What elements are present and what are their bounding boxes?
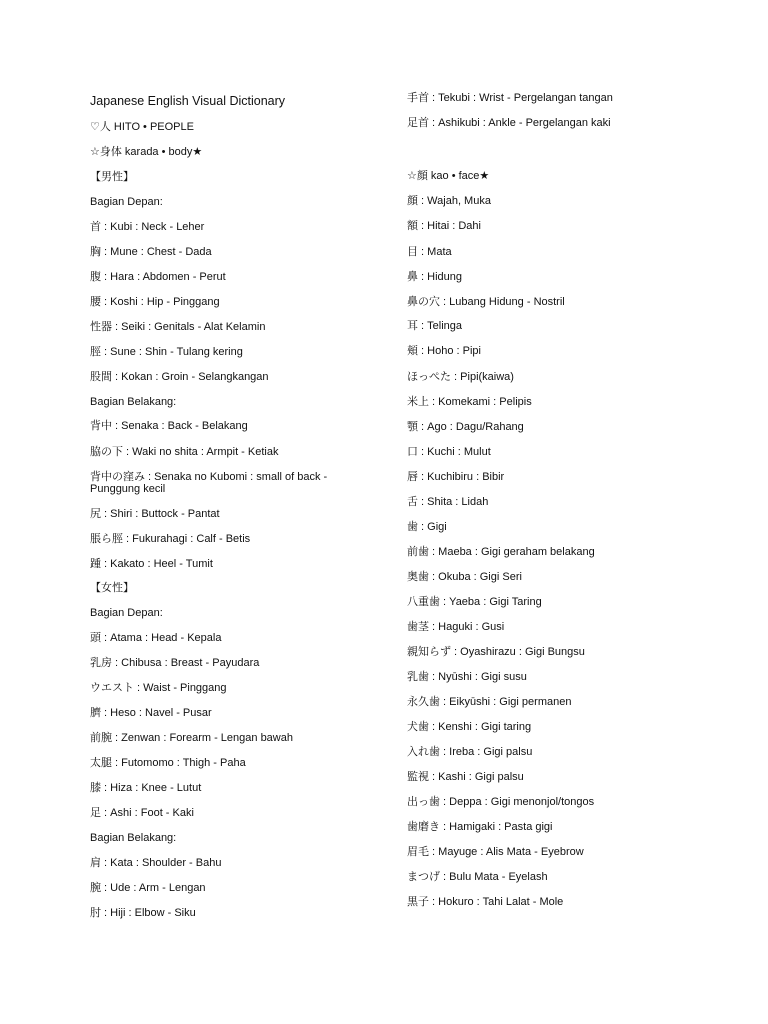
entry-line: 耳 : Telinga [407, 320, 463, 332]
entry-line: 頭 : Atama : Head - Kepala [90, 632, 222, 644]
entry-line: 踵 : Kakato : Heel - Tumit [90, 558, 213, 570]
entry-line: 乳房 : Chibusa : Breast - Payudara [90, 657, 260, 669]
entry-line: 太腿 : Futomomo : Thigh - Paha [90, 757, 246, 769]
entry-line: 肘 : Hiji : Elbow - Siku [90, 907, 196, 919]
entry-line: 口 : Kuchi : Mulut [407, 446, 491, 458]
entry-line: 監視 : Kashi : Gigi palsu [407, 771, 524, 783]
entry-line: 乳歯 : Nyūshi : Gigi susu [407, 671, 527, 683]
entry-line: 舌 : Shita : Lidah [407, 496, 489, 508]
entry-line: 足 : Ashi : Foot - Kaki [90, 807, 194, 819]
entry-line: 出っ歯 : Deppa : Gigi menonjol/tongos [407, 796, 595, 808]
entry-line: 前腕 : Zenwan : Forearm - Lengan bawah [90, 732, 293, 744]
entry-line: 歯茎 : Haguki : Gusi [407, 621, 505, 633]
subheading-male: 【男性】 [90, 171, 134, 183]
subheading-back: Bagian Belakang: [90, 396, 177, 408]
subheading-front: Bagian Depan: [90, 196, 163, 208]
entry-line: 脇の下 : Waki no shita : Armpit - Ketiak [90, 446, 279, 458]
entry-line: 眉毛 : Mayuge : Alis Mata - Eyebrow [407, 846, 584, 858]
entry-line: 前歯 : Maeba : Gigi geraham belakang [407, 546, 595, 558]
entry-line: ほっぺた : Pipi(kaiwa) [407, 371, 514, 383]
entry-line: 奥歯 : Okuba : Gigi Seri [407, 571, 522, 583]
section-heading-people: ♡人 HITO • PEOPLE [90, 121, 194, 133]
entry-line: 鼻 : Hidung [407, 271, 463, 283]
entry-line: 目 : Mata [407, 246, 452, 258]
entry-line: 腰 : Koshi : Hip - Pinggang [90, 296, 220, 308]
entry-line: 尻 : Shiri : Buttock - Pantat [90, 508, 220, 520]
entry-line: 入れ歯 : Ireba : Gigi palsu [407, 746, 533, 758]
entry-line: 腕 : Ude : Arm - Lengan [90, 882, 206, 894]
entry-line: 黒子 : Hokuro : Tahi Lalat - Mole [407, 896, 564, 908]
entry-line: 歯 : Gigi [407, 521, 447, 533]
entry-line: 足首 : Ashikubi : Ankle - Pergelangan kaki [407, 117, 611, 129]
entry-line: 背中 : Senaka : Back - Belakang [90, 420, 248, 432]
entry-line: 背中の窪み : Senaka no Kubomi : small of back - Punggung kecil [90, 471, 328, 495]
subheading-back: Bagian Belakang: [90, 832, 177, 844]
subheading-female: 【女性】 [90, 582, 134, 594]
entry-line: 顎 : Ago : Dagu/Rahang [407, 421, 524, 433]
entry-line: ウエスト : Waist - Pinggang [90, 682, 227, 694]
entry-line: 胸 : Mune : Chest - Dada [90, 246, 212, 258]
section-heading-body: ☆身体 karada • body★ [90, 146, 203, 158]
entry-line: 額 : Hitai : Dahi [407, 220, 481, 232]
entry-line: 性器 : Seiki : Genitals - Alat Kelamin [90, 321, 266, 333]
entry-line: 鼻の穴 : Lubang Hidung - Nostril [407, 296, 565, 308]
entry-line: まつげ : Bulu Mata - Eyelash [407, 871, 548, 883]
entry-line: 唇 : Kuchibiru : Bibir [407, 471, 505, 483]
section-heading-face: ☆顔 kao • face★ [407, 170, 490, 182]
entry-line: 腹 : Hara : Abdomen - Perut [90, 271, 226, 283]
entry-line: 臍 : Heso : Navel - Pusar [90, 707, 212, 719]
entry-line: 頬 : Hoho : Pipi [407, 345, 481, 357]
entry-line: 手首 : Tekubi : Wrist - Pergelangan tangan [407, 92, 613, 104]
entry-line: 親知らず : Oyashirazu : Gigi Bungsu [407, 646, 585, 658]
entry-line: 首 : Kubi : Neck - Leher [90, 221, 205, 233]
subheading-front: Bagian Depan: [90, 607, 163, 619]
document-title: Japanese English Visual Dictionary [90, 94, 286, 108]
entry-line: 米上 : Komekami : Pelipis [407, 396, 532, 408]
entry-line: 犬歯 : Kenshi : Gigi taring [407, 721, 532, 733]
entry-line: 股間 : Kokan : Groin - Selangkangan [90, 371, 269, 383]
entry-line: 歯磨き : Hamigaki : Pasta gigi [407, 821, 553, 833]
entry-line: 永久歯 : Eikyūshi : Gigi permanen [407, 696, 572, 708]
entry-line: 膝 : Hiza : Knee - Lutut [90, 782, 202, 794]
entry-line: 八重歯 : Yaeba : Gigi Taring [407, 596, 542, 608]
entry-line: 顔 : Wajah, Muka [407, 195, 491, 207]
entry-line: 肩 : Kata : Shoulder - Bahu [90, 857, 222, 869]
entry-line: 脹ら脛 : Fukurahagi : Calf - Betis [90, 533, 251, 545]
entry-line: 脛 : Sune : Shin - Tulang kering [90, 346, 243, 358]
